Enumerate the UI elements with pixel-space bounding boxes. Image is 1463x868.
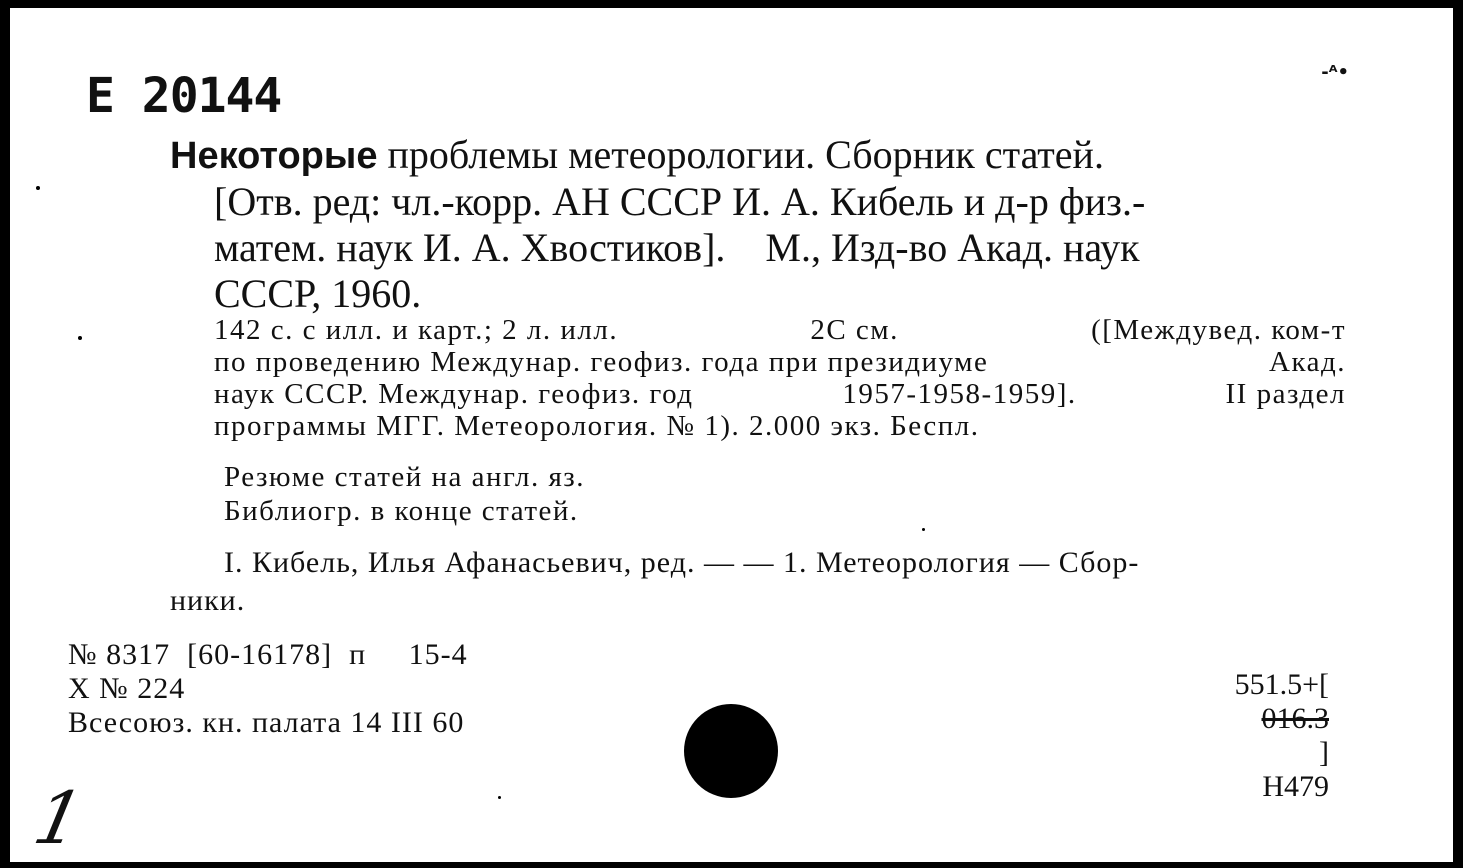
title-lead-word: Некоторые — [170, 135, 378, 177]
description-line-2 — [214, 346, 1346, 378]
tracing-block — [170, 544, 1346, 620]
description-line-4: программы МГГ. Метеорология. № 1). 2.000 экз. Беспл. — [214, 410, 980, 442]
title-line-1 — [170, 132, 1346, 179]
description-line-3-right: II раздел — [1225, 378, 1346, 410]
description-line-2-right: Акад. — [1269, 346, 1346, 378]
title-line-2: [Отв. ред: чл.-корр. АН СССР И. А. Кибель и д-р физ.- — [214, 179, 1146, 224]
speck — [78, 336, 82, 340]
punch-hole — [684, 704, 778, 798]
description-line-1 — [214, 314, 1346, 346]
tracing-line-2: ники. — [170, 584, 246, 617]
author-mark: Н479 — [1262, 770, 1329, 803]
speck — [36, 186, 40, 190]
description-line-1-mid: 2С см. — [810, 314, 899, 346]
title-line-4: СССР, 1960. — [214, 271, 422, 316]
footer-registration — [68, 638, 468, 740]
speck — [498, 796, 501, 799]
description-line-2-left: по проведению Междунар. геофиз. года при президиуме — [214, 346, 989, 378]
classification-suffix: ] — [1319, 736, 1329, 769]
title-line-3: матем. наук И. А. Хвостиков]. М., Изд-во Акад. наук — [214, 225, 1140, 270]
registration-number: № 8317 [60-16178] п 15-4 — [68, 638, 468, 671]
description-line-3 — [214, 378, 1346, 410]
corner-mark: -ᴬ• — [1321, 62, 1349, 83]
classification-code — [1235, 668, 1329, 770]
description-line-1-right: ([Междувед. ком-т — [1091, 314, 1346, 346]
description-line-1-left: 142 с. с илл. и карт.; 2 л. илл. — [214, 314, 619, 346]
description-block — [214, 314, 1346, 442]
chamber-date: Всесоюз. кн. палата 14 III 60 — [68, 706, 465, 739]
tracing-line-1: I. Кибель, Илья Афанасьевич, ред. — — 1. Метеорология — Сбор- — [224, 546, 1140, 579]
description-line-3-left: наук СССР. Междунар. геофиз. год — [214, 378, 694, 410]
title-line-1-rest: проблемы метеорологии. Сборник статей. — [377, 132, 1104, 177]
call-number: E 20144 — [86, 68, 282, 124]
series-number: Х № 224 — [68, 672, 186, 705]
description-line-3-mid: 1957-1958-1959]. — [842, 378, 1077, 410]
classification-struck: 016.3 — [1261, 702, 1329, 735]
footer-classification — [1235, 668, 1329, 804]
note-bibliography: Библиогр. в конце статей. — [224, 495, 579, 527]
note-summary: Резюме статей на англ. яз. — [224, 461, 585, 493]
classification-prefix: 551.5+[ — [1234, 668, 1329, 701]
speck — [922, 528, 925, 531]
notes-block — [224, 460, 585, 528]
handwritten-mark: 1 — [27, 776, 91, 860]
title-block — [170, 132, 1346, 317]
